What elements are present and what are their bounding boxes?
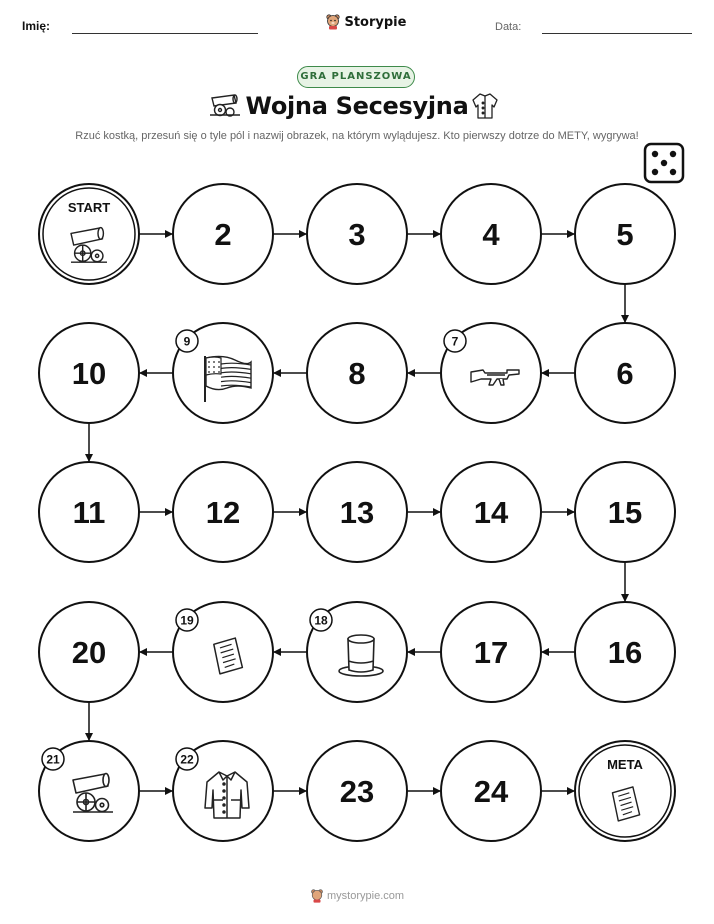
footer (0, 889, 714, 903)
cell-number: 11 (72, 495, 106, 530)
board-cell-19[interactable] (173, 602, 273, 702)
cell-number: 24 (473, 774, 509, 809)
board-cell-23[interactable] (307, 741, 407, 841)
cell-number: 4 (482, 217, 500, 252)
board-cell-15[interactable] (575, 462, 675, 562)
board-cell-8[interactable] (307, 323, 407, 423)
cell-number: 14 (473, 495, 509, 530)
cell-number: 18 (314, 613, 328, 628)
footer-url[interactable]: mystorypie.com (327, 889, 405, 902)
board-cell-20[interactable] (39, 602, 139, 702)
cell-number: 13 (339, 495, 375, 530)
cell-number: 5 (616, 217, 634, 252)
board-cell-2[interactable] (173, 184, 273, 284)
board-cell-5[interactable] (575, 184, 675, 284)
page-title: Wojna Secesyjna (245, 92, 469, 120)
cell-number: 23 (339, 774, 375, 809)
board-cell-3[interactable] (307, 184, 407, 284)
date-label: Data: (495, 21, 522, 33)
board-cell-25[interactable] (575, 741, 675, 841)
board-cell-21[interactable] (39, 741, 139, 841)
cell-number: 21 (46, 752, 60, 767)
cell-number: 19 (180, 613, 194, 628)
board-cell-7[interactable] (441, 323, 541, 423)
board-cell-12[interactable] (173, 462, 273, 562)
board-cell-17[interactable] (441, 602, 541, 702)
board-cell-18[interactable] (307, 602, 407, 702)
cell-number: 17 (473, 635, 509, 670)
board-cell-22[interactable] (173, 741, 273, 841)
board-cell-24[interactable] (441, 741, 541, 841)
board-cell-16[interactable] (575, 602, 675, 702)
board-cell-13[interactable] (307, 462, 407, 562)
cell-number: 9 (183, 334, 191, 349)
cell-number: 22 (180, 752, 194, 767)
cell-number: 8 (348, 356, 366, 391)
board-cell-14[interactable] (441, 462, 541, 562)
board-cell-10[interactable] (39, 323, 139, 423)
cell-number: 12 (205, 495, 241, 530)
bear-logo-icon (310, 889, 324, 903)
cell-number: 3 (348, 217, 366, 252)
game-type-badge: GRA PLANSZOWA (297, 66, 415, 88)
cell-number: 10 (71, 356, 107, 391)
cell-number: 20 (71, 635, 107, 670)
cell-number: 16 (607, 635, 643, 670)
start-label: START (67, 200, 111, 215)
cell-number: 7 (451, 334, 459, 349)
meta-label: META (607, 757, 643, 772)
cell-number: 2 (214, 217, 232, 252)
board-cell-1[interactable] (39, 184, 139, 284)
name-label: Imię: (22, 19, 51, 33)
board-cell-11[interactable] (39, 462, 139, 562)
brand-name: Storypie (344, 15, 407, 30)
board-cell-6[interactable] (575, 323, 675, 423)
instructions: Rzuć kostką, przesuń się o tyle pól i nazwij obrazek, na którym wylądujesz. Kto pierwszy dotrze do METY, wygrywa! (75, 130, 639, 142)
cell-number: 6 (616, 356, 634, 391)
board-cell-4[interactable] (441, 184, 541, 284)
cell-number: 15 (607, 495, 643, 530)
board-cell-9[interactable] (173, 323, 273, 423)
